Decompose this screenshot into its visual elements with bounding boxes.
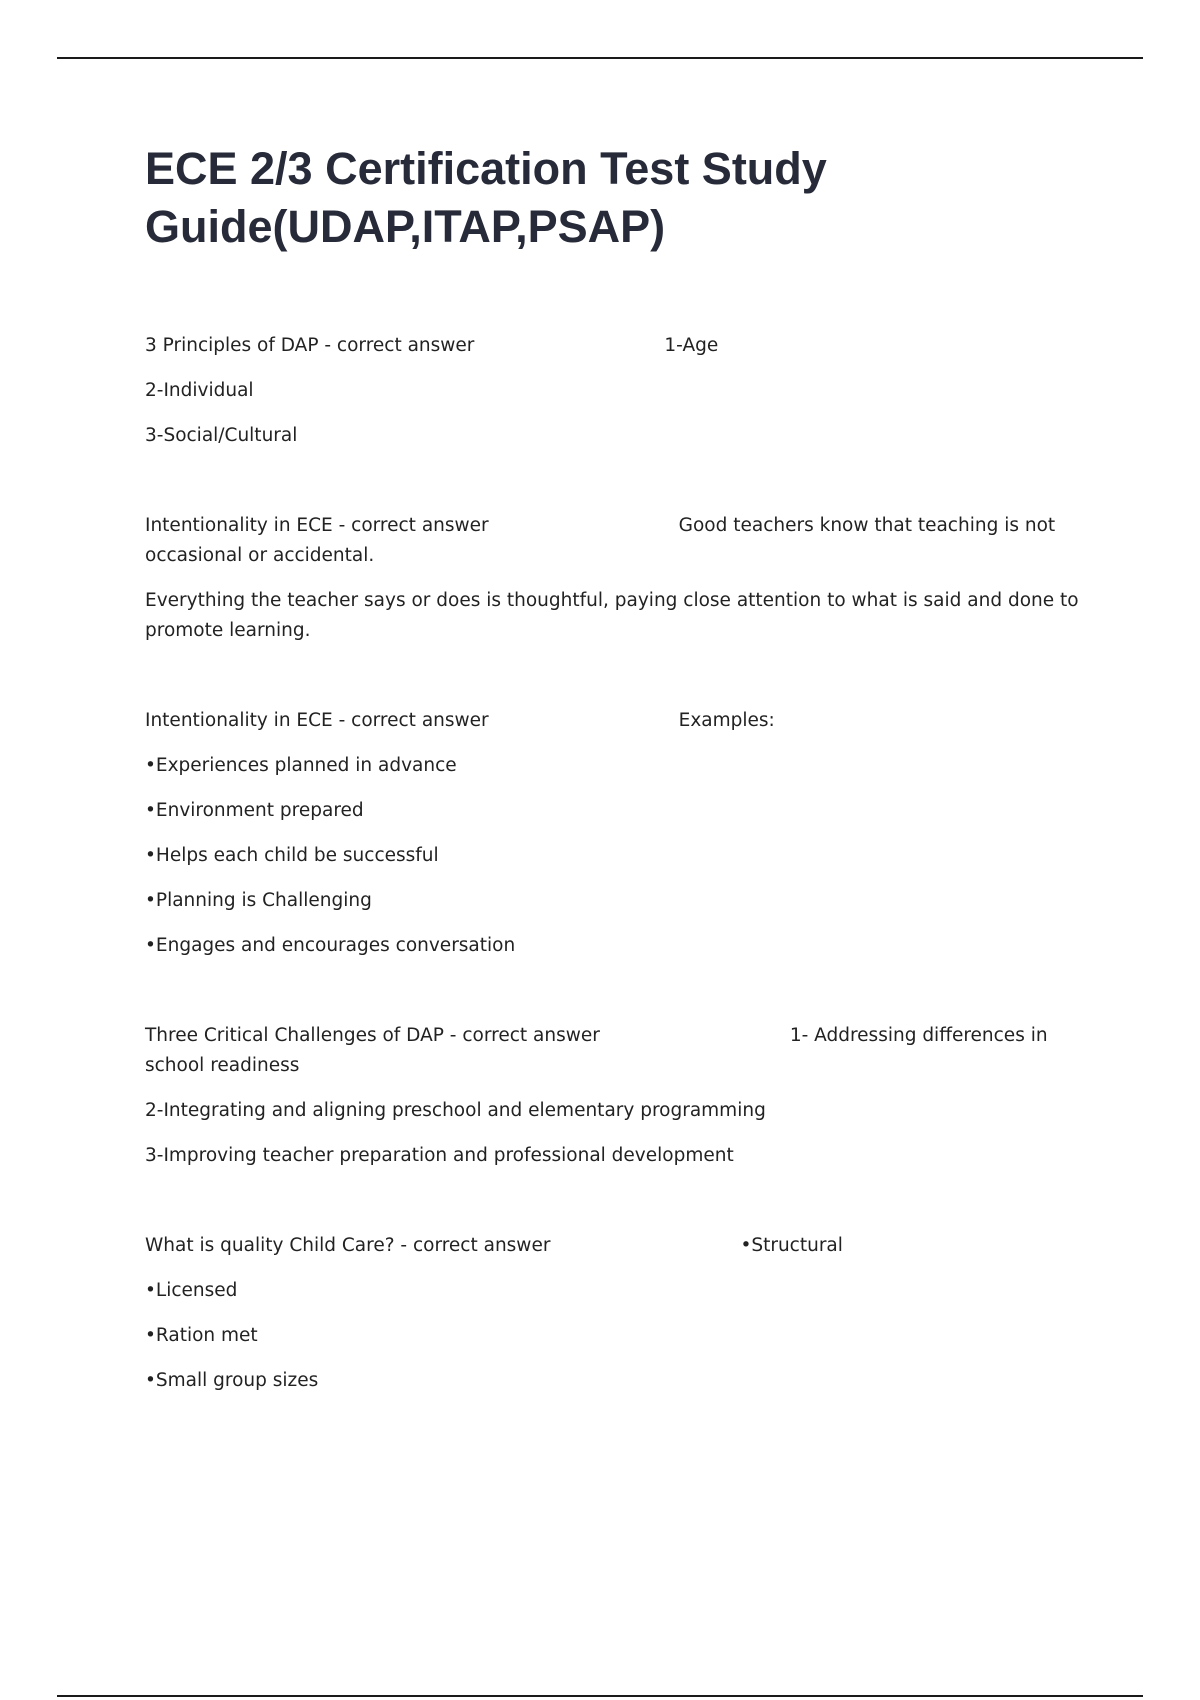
document-title [145,140,1095,256]
qa-item [145,706,1095,961]
qa-first-line [145,706,1095,736]
qa-answer-line: •Experiences planned in advance [145,755,457,776]
header-rule [57,57,1143,59]
qa-question: Intentionality in ECE - correct answer [145,710,489,731]
qa-answer-line: •Environment prepared [145,800,364,821]
qa-item [145,511,1095,646]
qa-answer-line: •Planning is Challenging [145,890,372,911]
qa-answer-start: 1- Addressing differences in school readiness [145,1025,1048,1076]
qa-answer-line: 3-Social/Cultural [145,425,298,446]
qa-first-line [145,511,1095,571]
qa-first-line [145,1021,1095,1081]
qa-answer-line: •Small group sizes [145,1370,319,1391]
qa-question: 3 Principles of DAP - correct answer [145,335,475,356]
qa-answer-line: 2-Integrating and aligning preschool and elementary programming [145,1100,766,1121]
document-page [145,140,1095,1456]
qa-answer-line: •Helps each child be successful [145,845,439,866]
qa-answer-line: •Engages and encourages conversation [145,935,516,956]
qa-answer-line: Everything the teacher says or does is thoughtful, paying close attention to what is said and done to promote learning. [145,590,1079,641]
qa-item [145,1021,1095,1171]
qa-item [145,1231,1095,1396]
qa-first-line [145,331,1095,361]
title-line-1: ECE 2/3 Certification Test Study [145,143,827,194]
qa-first-line [145,1231,1095,1261]
title-line-2: Guide(UDAP,ITAP,PSAP) [145,201,666,252]
footer-rule [57,1695,1143,1697]
qa-item [145,331,1095,451]
qa-question: What is quality Child Care? - correct answer [145,1235,551,1256]
qa-question: Three Critical Challenges of DAP - correct answer [145,1025,600,1046]
qa-answer-start: 1-Age [664,335,719,356]
qa-question: Intentionality in ECE - correct answer [145,515,489,536]
qa-answer-line: 3-Improving teacher preparation and professional development [145,1145,734,1166]
qa-answer-start: •Structural [740,1235,843,1256]
qa-answer-start: Good teachers know that teaching is not occasional or accidental. [145,515,1056,566]
qa-answer-line: •Licensed [145,1280,238,1301]
qa-answer-line: 2-Individual [145,380,254,401]
qa-list [145,331,1095,1396]
qa-answer-line: •Ration met [145,1325,258,1346]
qa-answer-start: Examples: [678,710,775,731]
